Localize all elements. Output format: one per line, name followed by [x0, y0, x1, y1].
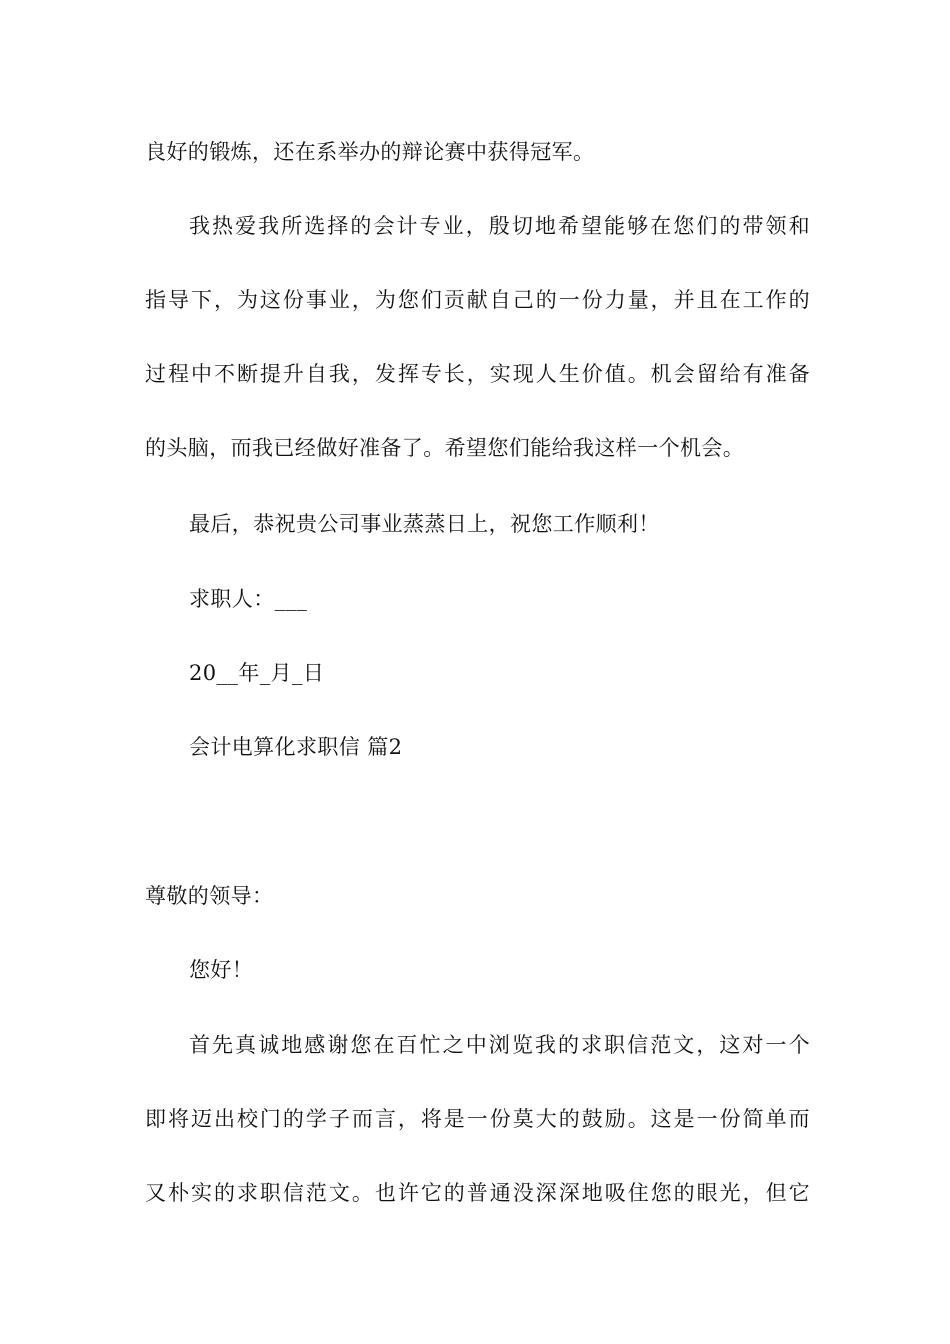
salutation: 尊敬的领导：: [145, 884, 274, 908]
text-line-14: 又朴实的求职信范文。也许它的普通没深深地吸住您的眼光，但它: [145, 1181, 810, 1205]
text-line-12: 首先真诚地感谢您在百忙之中浏览我的求职信范文，这对一个: [189, 1033, 810, 1057]
date-line: 20__年_月_日: [189, 661, 325, 685]
signature-line: 求职人：___: [189, 587, 308, 611]
text-line-4: 过程中不断提升自我，发挥专长，实现人生价值。机会留给有准备: [145, 362, 810, 386]
text-line-13: 即将迈出校门的学子而言，将是一份莫大的鼓励。这是一份简单而: [145, 1107, 810, 1131]
section-heading: 会计电算化求职信 篇2: [189, 735, 403, 759]
greeting: 您好！: [189, 958, 254, 982]
text-line-1: 良好的锻炼，还在系举办的辩论赛中获得冠军。: [145, 140, 595, 164]
text-line-6: 最后，恭祝贵公司事业蒸蒸日上，祝您工作顺利！: [189, 512, 660, 536]
text-line-2: 我热爱我所选择的会计专业，殷切地希望能够在您们的带领和: [189, 214, 810, 238]
text-line-5: 的头脑，而我已经做好准备了。希望您们能给我这样一个机会。: [145, 436, 745, 460]
text-line-3: 指导下，为这份事业，为您们贡献自己的一份力量，并且在工作的: [145, 288, 810, 312]
